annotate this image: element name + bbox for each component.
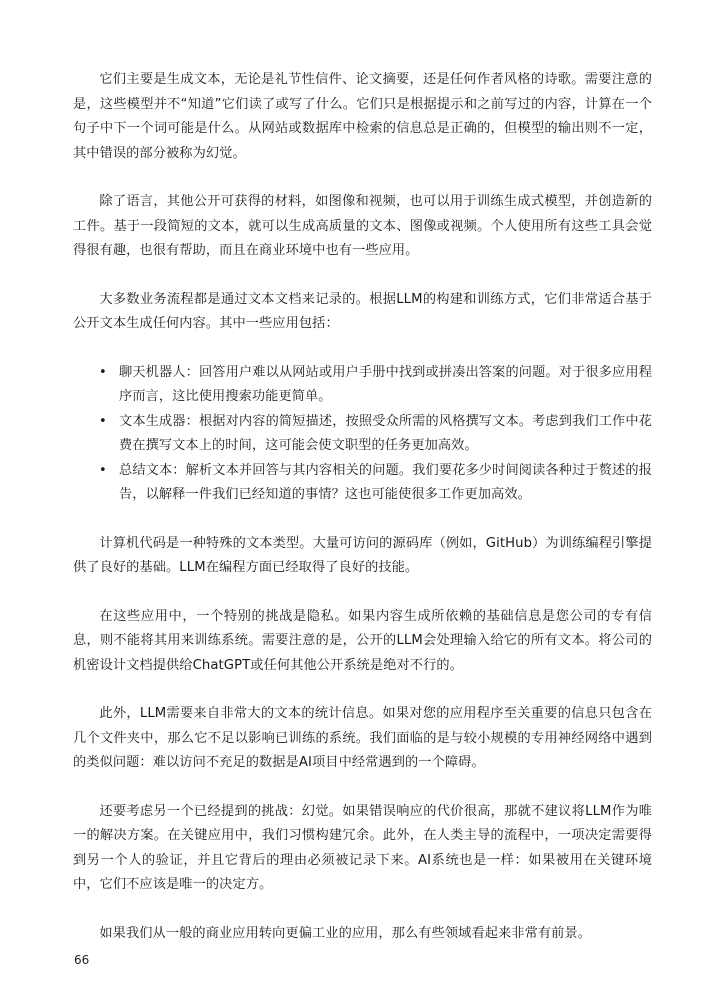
paragraph: 在这些应用中，一个特别的挑战是隐私。如果内容生成所依赖的基础信息是您公司的专有信息，则不能将其用来训练系统。需要注意的是，公开的LLM会处理输入给它的所有文本。将公司的机密设计文档提供给ChatGPT或任何其他公开系统是绝对不行的。 xyxy=(73,608,652,673)
list-item-text: 文本生成器：根据对内容的简短描述，按照受众所需的风格撰写文本。考虑到我们工作中花费在撰写文本上的时间，这可能会使文职型的任务更加高效。 xyxy=(119,413,652,453)
paragraph: 如果我们从一般的商业应用转向更偏工业的应用，那么有些领域看起来非常有前景。 xyxy=(99,925,592,941)
list-item xyxy=(73,459,652,508)
page-number: 66 xyxy=(74,953,90,967)
paragraph: 大多数业务流程都是通过文本文档来记录的。根据LLM的构建和训练方式，它们非常适合基于公开文本生成任何内容。其中一些应用包括： xyxy=(73,291,652,331)
bullet-icon: • xyxy=(99,462,107,478)
paragraph: 此外，LLM需要来自非常大的文本的统计信息。如果对您的应用程序至关重要的信息只包含在几个文件夹中，那么它不足以影响已训练的系统。我们面临的是与较小规模的专用神经网络中遇到的类似问题：难以访问不充足的数据是AI项目中经常遇到的一个障碍。 xyxy=(73,706,652,770)
list-item xyxy=(73,410,652,459)
bullet-icon: • xyxy=(99,413,107,429)
paragraph: 计算机代码是一种特殊的文本类型。大量可访问的源码库（例如，GitHub）为训练编程引擎提供了良好的基础。LLM在编程方面已经取得了良好的技能。 xyxy=(73,535,652,575)
paragraph: 它们主要是生成文本，无论是礼节性信件、论文摘要，还是任何作者风格的诗歌。需要注意的是，这些模型并不“知道”它们读了或写了什么。它们只是根据提示和之前写过的内容，计算在一个句子中下一个词可能是什么。从网站或数据库中检索的信息总是正确的，但模型的输出则不一定，其中错误的部分被称为幻觉。 xyxy=(73,72,652,161)
list-item xyxy=(73,361,652,410)
bullet-icon: • xyxy=(99,364,107,380)
list-item-text: 聊天机器人：回答用户难以从网站或用户手册中找到或拼凑出答案的问题。对于很多应用程序而言，这比使用搜索功能更简单。 xyxy=(119,364,652,404)
page-body xyxy=(73,68,652,970)
bullet-list xyxy=(73,361,652,508)
paragraph: 还要考虑另一个已经提到的挑战：幻觉。如果错误响应的代价很高，那就不建议将LLM作为唯一的解决方案。在关键应用中，我们习惯构建冗余。此外，在人类主导的流程中，一项决定需要得到另一个人的验证，并且它背后的理由必须被记录下来。AI系统也是一样：如果被用在关键环境中，它们不应该是唯一的决定方。 xyxy=(73,803,652,892)
list-item-text: 总结文本：解析文本并回答与其内容相关的问题。我们要花多少时间阅读各种过于赘述的报告，以解释一件我们已经知道的事情？这也可能使很多工作更加高效。 xyxy=(119,462,652,502)
paragraph: 除了语言，其他公开可获得的材料，如图像和视频，也可以用于训练生成式模型，并创造新的工件。基于一段简短的文本，就可以生成高质量的文本、图像或视频。个人使用所有这些工具会觉得很有趣，也很有帮助，而且在商业环境中也有一些应用。 xyxy=(73,194,652,258)
